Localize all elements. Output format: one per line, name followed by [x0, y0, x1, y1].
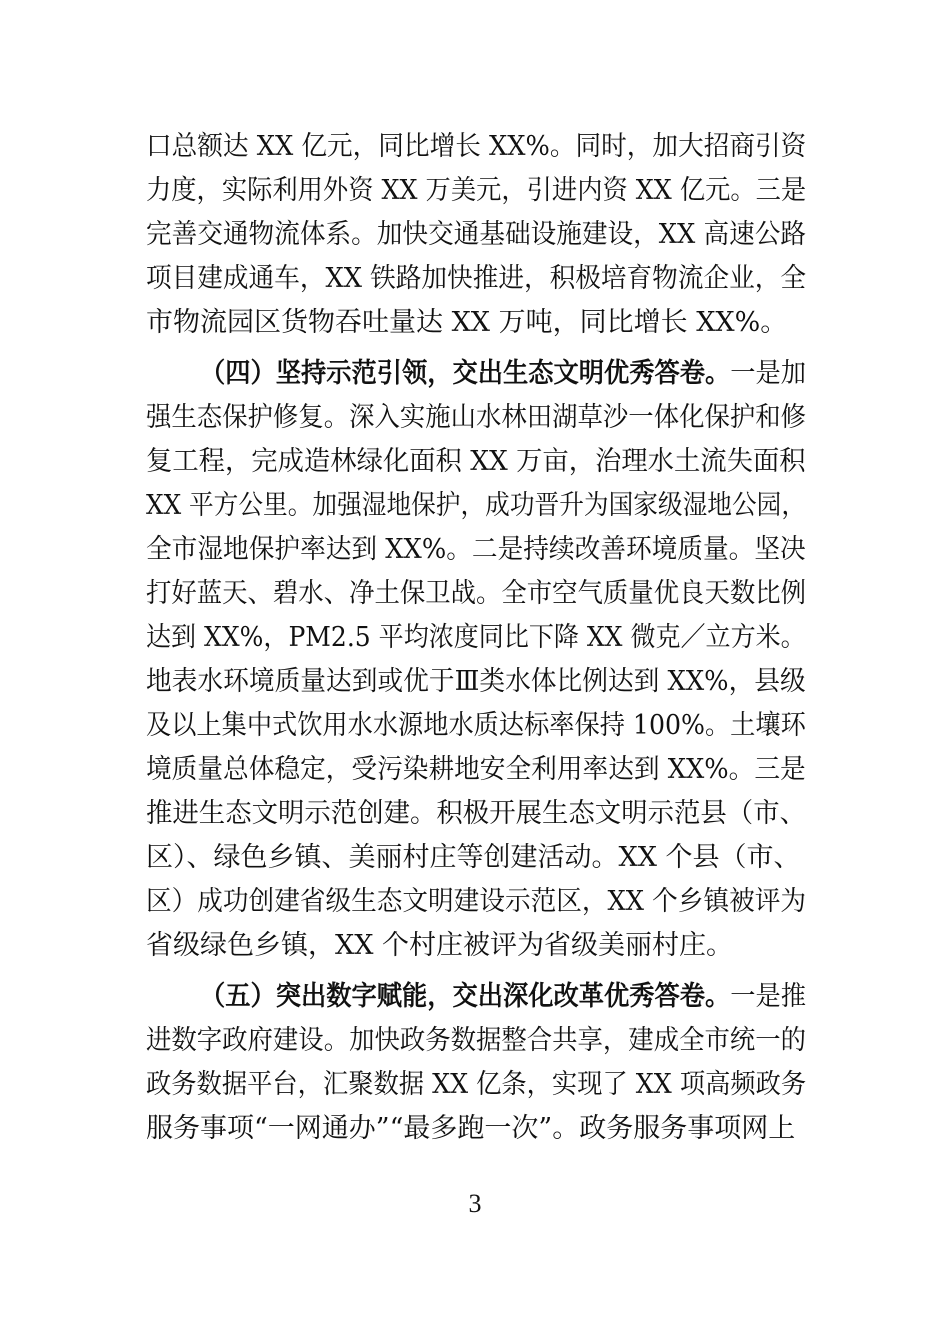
section-heading: （四）坚持示范引领，交出生态文明优秀答卷。	[200, 358, 731, 389]
text-line: 及以上集中式饮用水水源地水质达标率保持 100%。土壤环	[146, 710, 806, 741]
text-line: 复工程，完成造林绿化面积 XX 万亩，治理水土流失面积	[146, 446, 806, 477]
page-number: 3	[468, 1189, 482, 1218]
text-line: 强生态保护修复。深入实施山水林田湖草沙一体化保护和修	[146, 402, 806, 433]
text-line: 项目建成通车，XX 铁路加快推进，积极培育物流企业，全	[146, 263, 807, 294]
text-line: 政务数据平台，汇聚数据 XX 亿条，实现了 XX 项高频政务	[146, 1069, 807, 1100]
text-line: 完善交通物流体系。加快交通基础设施建设，XX 高速公路	[146, 219, 807, 250]
text-line: 全市湿地保护率达到 XX%。二是持续改善环境质量。坚决	[146, 534, 806, 565]
text-line: 达到 XX%，PM2.5 平均浓度同比下降 XX 微克／立方米。	[146, 622, 806, 653]
text-line: 区）、绿色乡镇、美丽村庄等创建活动。XX 个县（市、	[146, 842, 801, 873]
section-heading: （五）突出数字赋能，交出深化改革优秀答卷。	[200, 981, 731, 1012]
text-line: 进数字政府建设。加快政务数据整合共享，建成全市统一的	[146, 1025, 806, 1056]
text-line: 市物流园区货物吞吐量达 XX 万吨，同比增长 XX%。	[146, 307, 788, 338]
text-line: 省级绿色乡镇，XX 个村庄被评为省级美丽村庄。	[146, 930, 734, 961]
text-line: 区）成功创建省级生态文明建设示范区，XX 个乡镇被评为	[146, 886, 807, 917]
text-line: 境质量总体稳定，受污染耕地安全利用率达到 XX%。三是	[146, 754, 806, 785]
section-heading-line: （五）突出数字赋能，交出深化改革优秀答卷。一是推	[200, 981, 806, 1012]
text-line: 打好蓝天、碧水、净土保卫战。全市空气质量优良天数比例	[146, 578, 806, 609]
text-line: 力度，实际利用外资 XX 万美元，引进内资 XX 亿元。三是	[146, 175, 807, 206]
text-line: XX 平方公里。加强湿地保护，成功晋升为国家级湿地公园，	[146, 490, 807, 521]
text-line: 地表水环境质量达到或优于Ⅲ类水体比例达到 XX%，县级	[146, 666, 806, 697]
text-line: 口总额达 XX 亿元，同比增长 XX%。同时，加大招商引资	[146, 131, 807, 162]
text-line: 推进生态文明示范创建。积极开展生态文明示范县（市、	[146, 798, 806, 829]
text-line: 服务事项“一网通办”“最多跑一次”。政务服务事项网上	[146, 1113, 796, 1144]
section-heading-line: （四）坚持示范引领，交出生态文明优秀答卷。一是加	[200, 358, 806, 389]
